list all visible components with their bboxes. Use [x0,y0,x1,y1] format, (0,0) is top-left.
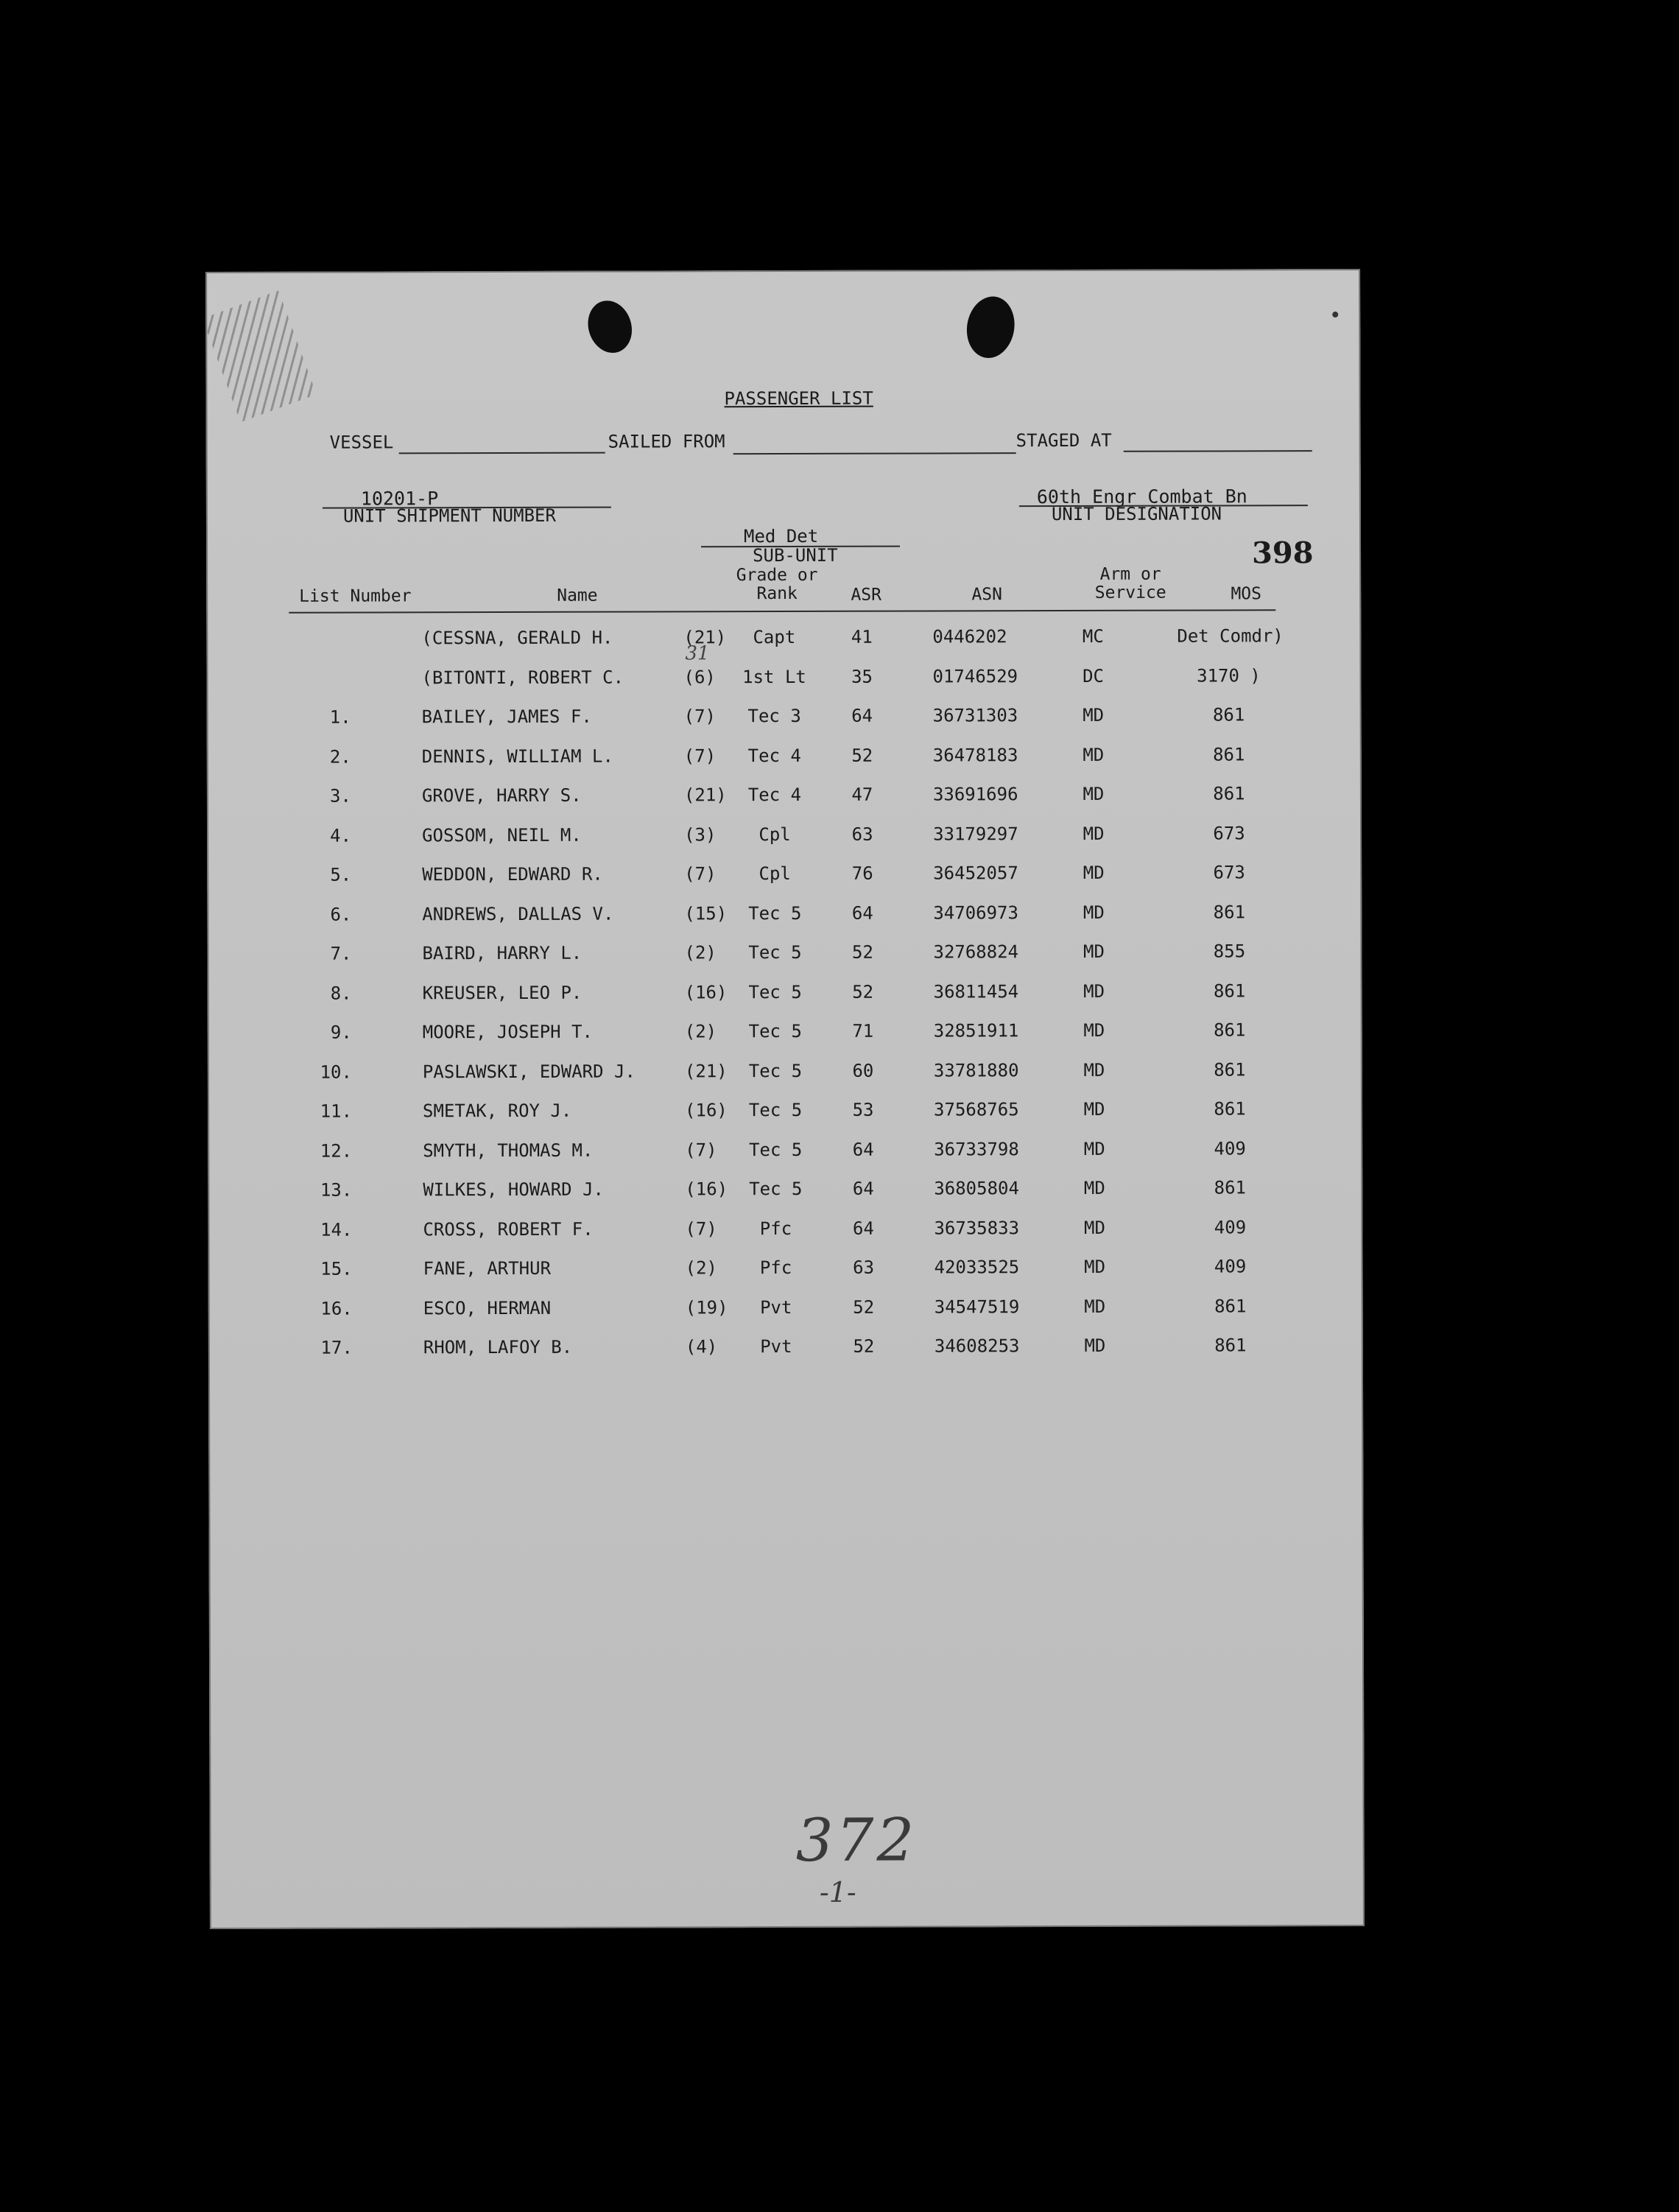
mos-code: 861 [1214,1019,1246,1041]
army-serial-number: 37568765 [934,1099,1019,1120]
grade-code: (15) [684,902,728,924]
asr-score: 53 [852,1099,874,1120]
asr-score: 41 [851,626,873,647]
table-row [207,862,1362,894]
mos-code: 861 [1213,783,1245,804]
table-row [207,704,1362,737]
asr-score: 35 [851,666,873,687]
arm-or-service: MD [1083,1138,1105,1159]
arm-or-service: DC [1083,665,1104,687]
list-number: 14. [320,1219,353,1240]
rank: Tec 3 [747,705,801,727]
rank: Pvt [760,1296,792,1318]
column-header-asr: ASR [851,585,882,605]
list-number: 6. [330,904,352,925]
column-header-asn: ASN [971,585,1003,605]
vessel-label: VESSEL [329,432,394,453]
army-serial-number: 36478183 [932,744,1018,765]
army-serial-number: 0446202 [932,626,1007,647]
grade-code: (16) [684,981,728,1003]
asr-score: 60 [852,1060,874,1081]
staged-at-label: STAGED AT [1016,429,1112,452]
table-row [207,941,1362,973]
grade-code: (6) [683,666,716,687]
column-header-name: Name [557,586,598,605]
punch-hole-right [962,292,1019,362]
table-row [207,783,1362,815]
unit-designation-label: UNIT DESIGNATION [1051,503,1222,525]
mos-code: 409 [1214,1256,1247,1277]
grade-code: (21) [684,1060,728,1081]
grade-code: (19) [685,1296,728,1318]
table-row [206,625,1361,658]
list-number: 7. [330,943,352,964]
army-serial-number: 34608253 [934,1335,1020,1357]
passenger-name: BAIRD, HARRY L. [422,942,582,964]
rank: Pvt [760,1335,792,1358]
column-header-arm-line2: Service [1094,583,1166,603]
mos-code: 3170 ) [1197,664,1261,687]
army-serial-number: 32768824 [933,941,1019,963]
table-row [208,1256,1363,1288]
table-row [208,1177,1362,1209]
grade-code: (7) [685,1139,717,1160]
sub-unit-label: SUB-UNIT [753,544,838,566]
mos-code: 409 [1214,1216,1247,1237]
grade-code: (7) [685,1218,717,1239]
table-row [208,1295,1363,1327]
rank: Tec 5 [748,902,802,924]
list-number: 17. [320,1337,353,1358]
column-header-grade-line2: Rank [756,583,798,604]
unit-shipment-number-label: UNIT SHIPMENT NUMBER [342,505,556,527]
grade-code: (7) [684,863,717,885]
handwritten-annotation: 31 [685,642,710,665]
passenger-name: ESCO, HERMAN [423,1297,552,1319]
rank: Tec 5 [748,941,802,963]
table-row [207,822,1362,854]
table-row [208,1019,1362,1052]
army-serial-number: 36735833 [934,1217,1020,1238]
mos-code: 673 [1213,862,1245,883]
army-serial-number: 36805804 [934,1178,1019,1199]
list-number: 15. [320,1258,353,1279]
rank: Capt [753,626,796,648]
grade-code: (3) [684,824,717,845]
army-serial-number: 33691696 [932,784,1018,805]
passenger-name: GROVE, HARRY S. [421,784,582,807]
arm-or-service: MD [1084,1256,1106,1277]
table-row [206,664,1361,697]
grade-code: (16) [685,1179,728,1200]
punch-hole-left [581,295,638,358]
army-serial-number: 36731303 [932,705,1018,726]
list-number: 10. [320,1061,352,1083]
mos-code: 855 [1213,941,1246,962]
grade-code: (2) [685,1257,717,1279]
list-number: 13. [320,1179,353,1201]
arm-or-service: MD [1084,1296,1106,1317]
army-serial-number: 42033525 [934,1257,1020,1278]
arm-or-service: MD [1083,1098,1105,1120]
arm-or-service: MD [1083,704,1105,726]
army-serial-number: 36811454 [933,980,1019,1002]
list-number: 12. [320,1140,353,1162]
column-header-arm-line1: Arm or [1099,564,1161,584]
asr-score: 52 [852,981,874,1003]
mos-code: Det Comdr) [1177,625,1284,647]
passenger-name: WILKES, HOWARD J. [423,1179,604,1201]
asr-score: 52 [851,941,873,963]
rank: Tec 5 [748,1020,802,1042]
mos-code: 409 [1214,1137,1246,1159]
passenger-name: MOORE, JOSEPH T. [422,1021,593,1043]
vessel-field-line [399,452,605,454]
asr-score: 64 [851,902,873,924]
passenger-name: DENNIS, WILLIAM L. [421,745,613,767]
mos-code: 861 [1213,980,1246,1001]
grade-code: (21) [683,784,727,806]
staged-at-field-line [1124,450,1312,452]
handwritten-number: 372 [795,1805,918,1875]
mos-code: 861 [1214,1335,1247,1356]
grade-code: (7) [683,745,717,766]
asr-score: 52 [851,745,873,766]
page-number-stamp: 398 [1252,536,1314,571]
document-page [205,269,1365,1929]
rank: Pfc [759,1218,792,1239]
passenger-name: CROSS, ROBERT F. [423,1218,594,1240]
passenger-name: RHOM, LAFOY B. [423,1336,573,1358]
arm-or-service: MD [1083,1217,1105,1238]
army-serial-number: 34547519 [934,1296,1020,1317]
table-row [208,1137,1362,1170]
table-row [208,1098,1362,1131]
army-serial-number: 36733798 [934,1138,1019,1159]
arm-or-service: MD [1083,902,1105,923]
table-row [207,743,1362,776]
mos-code: 861 [1213,901,1246,922]
passenger-name: KREUSER, LEO P. [422,982,582,1003]
rank: Pfc [759,1257,792,1279]
asr-score: 63 [851,824,873,845]
army-serial-number: 33179297 [933,823,1018,844]
header-rule [289,609,1275,614]
mos-code: 861 [1212,704,1245,726]
asr-score: 76 [851,863,873,884]
grade-code: (2) [684,1021,717,1042]
passenger-name: FANE, ARTHUR [423,1257,552,1279]
list-number: 2. [329,746,351,768]
table-row [208,1335,1363,1367]
list-number: 1. [329,706,351,728]
passenger-name: WEDDON, EDWARD R. [422,863,603,885]
table-row [207,901,1362,933]
arm-or-service: MD [1083,941,1105,962]
passenger-name: SMYTH, THOMAS M. [423,1140,594,1161]
army-serial-number: 36452057 [933,863,1018,884]
passenger-name: ANDREWS, DALLAS V. [422,903,614,924]
arm-or-service: MD [1083,862,1105,883]
rank: Tec 5 [749,1139,803,1160]
arm-or-service: MD [1083,823,1105,844]
rank: Tec 5 [749,1178,803,1200]
rank: Cpl [758,863,791,885]
unit-shipment-number: 10201-P [360,488,439,510]
column-header-grade-line1: Grade or [736,565,818,586]
passenger-name: SMETAK, ROY J. [423,1100,572,1122]
asr-score: 64 [852,1218,874,1239]
list-number: 16. [320,1298,353,1319]
arm-or-service: MD [1084,1335,1106,1356]
table-row [208,980,1362,1012]
list-number: 5. [330,864,352,885]
list-number: 11. [320,1100,353,1122]
mos-code: 861 [1214,1058,1246,1080]
mos-code: 861 [1214,1177,1247,1198]
rank: Tec 4 [747,745,801,766]
rank: Tec 5 [748,1060,803,1081]
asr-score: 71 [852,1020,874,1042]
passenger-name: (CESSNA, GERALD H. [421,627,613,649]
grade-code: (16) [685,1100,728,1121]
list-number: 8. [330,983,352,1004]
army-serial-number: 01746529 [932,665,1018,687]
grade-code: (4) [685,1336,718,1358]
table-row [208,1058,1362,1091]
rank: Tec 4 [747,784,802,806]
list-number: 3. [329,785,351,807]
asr-score: 63 [853,1257,875,1278]
column-header-grade [714,566,840,603]
rank: Cpl [758,824,791,845]
edge-stain [203,291,317,423]
column-header-mos: MOS [1231,584,1262,604]
unit-designation: 60th Engr Combat Bn [1036,485,1247,508]
arm-or-service: MD [1083,744,1105,765]
rank: Tec 5 [748,981,802,1003]
asr-score: 64 [852,1139,874,1160]
army-serial-number: 32851911 [933,1020,1019,1042]
column-header-arm-service [1075,566,1186,603]
passenger-name: BAILEY, JAMES F. [421,706,592,728]
asr-score: 64 [851,705,873,726]
sailed-from-label: SAILED FROM [608,431,725,452]
arm-or-service: MD [1083,1019,1105,1041]
asr-score: 52 [853,1296,875,1318]
list-number: 4. [330,825,352,846]
sub-unit-value: Med Det [743,525,819,547]
passenger-name: GOSSOM, NEIL M. [422,824,582,846]
mos-code: 673 [1213,822,1245,843]
handwritten-page-marker: -1- [819,1875,856,1909]
table-row [208,1216,1362,1249]
column-header-list-number: List Number [299,586,412,606]
army-serial-number: 33781880 [933,1059,1019,1081]
arm-or-service: MD [1083,1177,1105,1198]
rank: 1st Lt [742,666,806,687]
arm-or-service: MD [1083,783,1105,804]
army-serial-number: 34706973 [933,902,1018,923]
ink-dot [1332,312,1338,317]
passenger-name: PASLAWSKI, EDWARD J. [422,1061,636,1082]
arm-or-service: MC [1082,625,1104,647]
rank: Tec 5 [748,1099,803,1121]
arm-or-service: MD [1083,1059,1105,1081]
document-title: PASSENGER LIST [724,387,873,410]
mos-code: 861 [1214,1295,1247,1316]
asr-score: 52 [853,1335,875,1357]
passenger-name: (BITONTI, ROBERT C. [421,667,624,688]
mos-code: 861 [1213,743,1245,765]
asr-score: 47 [851,784,873,805]
asr-score: 64 [852,1178,874,1199]
sailed-from-field-line [733,452,1016,454]
arm-or-service: MD [1083,980,1105,1002]
grade-code: (2) [684,942,717,963]
grade-code: (21) [683,627,727,648]
grade-code: (7) [683,706,717,727]
list-number: 9. [330,1022,352,1043]
mos-code: 861 [1214,1098,1246,1120]
